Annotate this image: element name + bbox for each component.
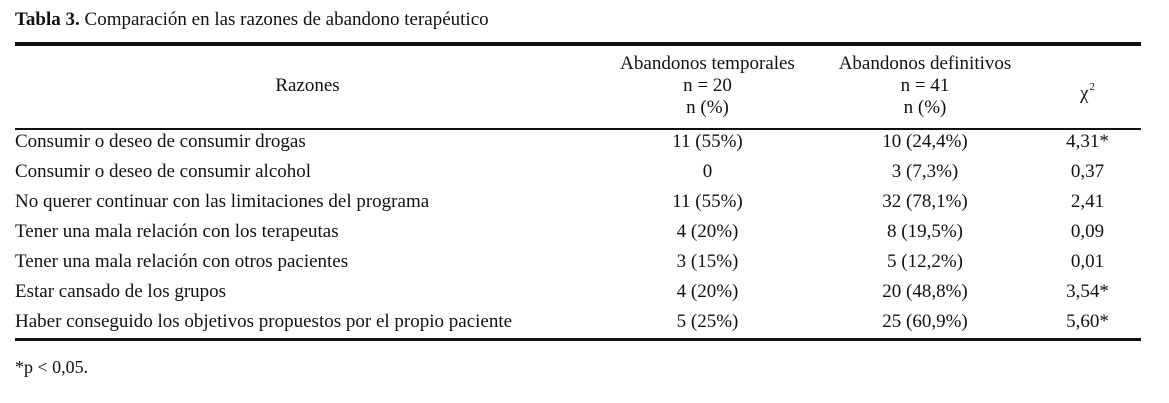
cell-definitivos: 5 (12,2%) (887, 251, 963, 272)
table-caption-label: Tabla 3. (15, 9, 80, 30)
cell-reason: Consumir o deseo de consumir alcohol (15, 161, 312, 182)
table-row (15, 127, 1141, 157)
header-definitivos-n: n = 41 (900, 75, 950, 96)
cell-definitivos: 3 (7,3%) (891, 161, 959, 182)
table-top-rule (15, 42, 1141, 46)
cell-reason: Consumir o deseo de consumir drogas (15, 131, 306, 152)
cell-chi2: 0,01 (1070, 251, 1105, 272)
table-row (15, 157, 1141, 187)
cell-chi2: 0,37 (1070, 161, 1105, 182)
header-reasons: Razones (275, 75, 340, 96)
header-abandonos-temporales (605, 53, 810, 119)
table-caption-text: Comparación en las razones de abandono terapéutico (84, 9, 489, 30)
cell-chi2: 5,60* (1066, 311, 1109, 332)
cell-temporales: 5 (25%) (676, 311, 739, 332)
table-row (15, 217, 1141, 247)
cell-definitivos: 25 (60,9%) (882, 311, 968, 332)
cell-definitivos: 8 (19,5%) (887, 221, 963, 242)
header-chi-square (1040, 76, 1135, 105)
cell-temporales: 11 (55%) (672, 131, 743, 152)
table-caption (15, 9, 489, 31)
header-chi-superscript: 2 (1089, 81, 1095, 93)
header-temporales-n: n = 20 (683, 75, 732, 96)
cell-reason: Tener una mala relación con otros pacientes (15, 251, 349, 272)
cell-definitivos: 32 (78,1%) (882, 191, 968, 212)
table-row (15, 307, 1141, 337)
cell-reason: No querer continuar con las limitaciones del programa (15, 191, 430, 212)
table-footnote: *p < 0,05. (15, 357, 89, 377)
cell-chi2: 3,54* (1066, 281, 1109, 302)
cell-temporales: 3 (15%) (676, 251, 739, 272)
cell-temporales: 11 (55%) (672, 191, 743, 212)
cell-chi2: 2,41 (1070, 191, 1105, 212)
cell-definitivos: 20 (48,8%) (882, 281, 968, 302)
header-definitivos-title: Abandonos definitivos (838, 53, 1012, 74)
cell-temporales: 0 (702, 161, 713, 182)
cell-chi2: 4,31* (1066, 131, 1109, 152)
table-bottom-rule (15, 338, 1141, 341)
cell-temporales: 4 (20%) (676, 281, 739, 302)
cell-reason: Tener una mala relación con los terapeutas (15, 221, 339, 242)
cell-temporales: 4 (20%) (676, 221, 739, 242)
header-temporales-title: Abandonos temporales (620, 53, 795, 74)
cell-reason: Haber conseguido los objetivos propuestos por el propio paciente (15, 311, 513, 332)
table-row (15, 277, 1141, 307)
header-abandonos-definitivos (820, 53, 1030, 119)
table-row (15, 187, 1141, 217)
cell-reason: Estar cansado de los grupos (15, 281, 227, 302)
header-temporales-unit: n (%) (686, 97, 729, 118)
header-chi-symbol: χ (1080, 83, 1089, 104)
table-row (15, 247, 1141, 277)
cell-definitivos: 10 (24,4%) (882, 131, 968, 152)
header-definitivos-unit: n (%) (903, 97, 947, 118)
cell-chi2: 0,09 (1070, 221, 1105, 242)
